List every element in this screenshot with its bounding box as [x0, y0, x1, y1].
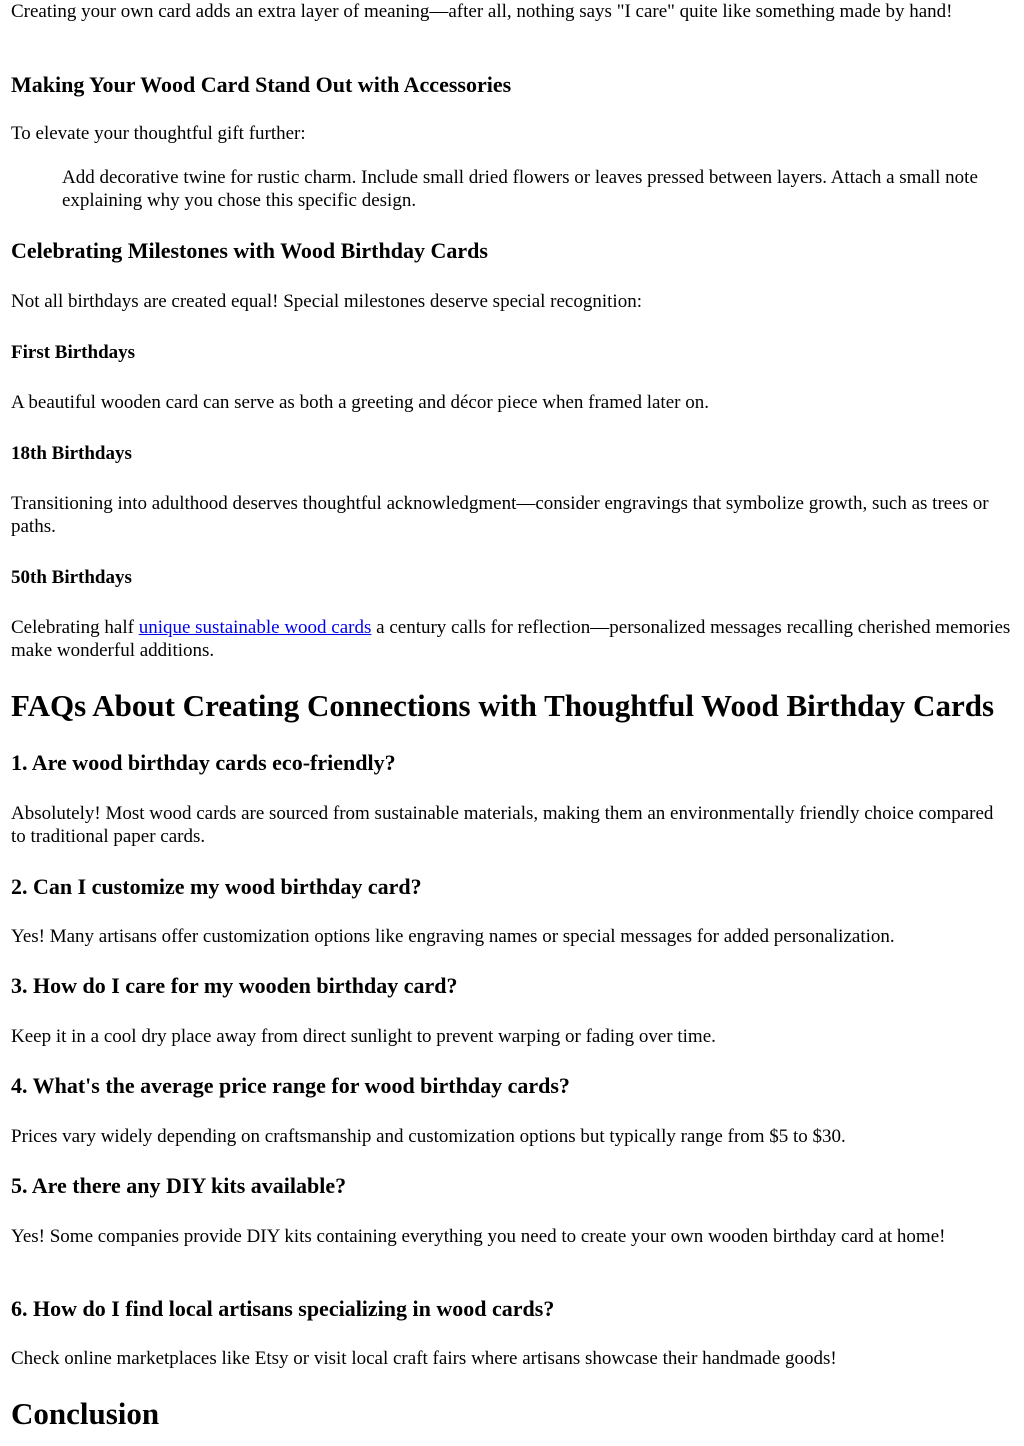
faq-question-5: 5. Are there any DIY kits available? [11, 1173, 347, 1198]
faq-answer-4: Prices vary widely depending on craftsmanship and customization options but typically range from $5 to $30. [11, 1126, 846, 1147]
faq-question-2: 2. Can I customize my wood birthday card? [11, 874, 422, 899]
milestones-heading: Celebrating Milestones with Wood Birthday Cards [11, 238, 488, 263]
fiftieth-birthdays-text [11, 616, 1013, 662]
fiftieth-text-before: Celebrating half [11, 617, 139, 638]
faq-question-1: 1. Are wood birthday cards eco-friendly? [11, 750, 396, 775]
faq-question-3: 3. How do I care for my wooden birthday card? [11, 973, 458, 998]
faq-question-6: 6. How do I find local artisans specializing in wood cards? [11, 1296, 555, 1321]
faq-answer-5: Yes! Some companies provide DIY kits containing everything you need to create your own wooden birthday card at home! [11, 1226, 946, 1247]
faq-answer-3: Keep it in a cool dry place away from direct sunlight to prevent warping or fading over time. [11, 1026, 716, 1047]
first-birthdays-text: A beautiful wooden card can serve as both a greeting and décor piece when framed later on. [11, 392, 709, 413]
faq-question-4: 4. What's the average price range for wood birthday cards? [11, 1073, 570, 1098]
unique-sustainable-wood-cards-link[interactable]: unique sustainable wood cards [138, 617, 372, 638]
eighteenth-birthdays-text: Transitioning into adulthood deserves thoughtful acknowledgment—consider engravings that symbolize growth, such as trees or paths. [11, 493, 989, 537]
first-birthdays-heading: First Birthdays [11, 342, 136, 363]
fiftieth-text-after: a century calls for reflection—personalized messages recalling cherished memories make wonderful additions. [11, 617, 1011, 661]
milestones-lead: Not all birthdays are created equal! Special milestones deserve special recognition: [11, 291, 642, 312]
faqs-heading: FAQs About Creating Connections with Thoughtful Wood Birthday Cards [11, 688, 995, 723]
accessories-heading: Making Your Wood Card Stand Out with Accessories [11, 72, 512, 97]
faq-answer-6: Check online marketplaces like Etsy or visit local craft fairs where artisans showcase their handmade goods! [11, 1348, 837, 1369]
faq-answer-1: Absolutely! Most wood cards are sourced from sustainable materials, making them an environmentally friendly choice compared to traditional paper cards. [11, 803, 994, 847]
faq-answer-2: Yes! Many artisans offer customization options like engraving names or special messages for added personalization. [11, 926, 895, 947]
fiftieth-birthdays-heading: 50th Birthdays [11, 567, 132, 588]
accessories-lead: To elevate your thoughtful gift further: [11, 123, 306, 144]
intro-paragraph: Creating your own card adds an extra layer of meaning—after all, nothing says "I care" quite like something made by hand! [11, 1, 953, 22]
accessories-quote: Add decorative twine for rustic charm. Include small dried flowers or leaves pressed between layers. Attach a small note explaining why you chose this specific design. [62, 167, 978, 211]
conclusion-heading: Conclusion [11, 1396, 160, 1431]
eighteenth-birthdays-heading: 18th Birthdays [11, 443, 132, 464]
